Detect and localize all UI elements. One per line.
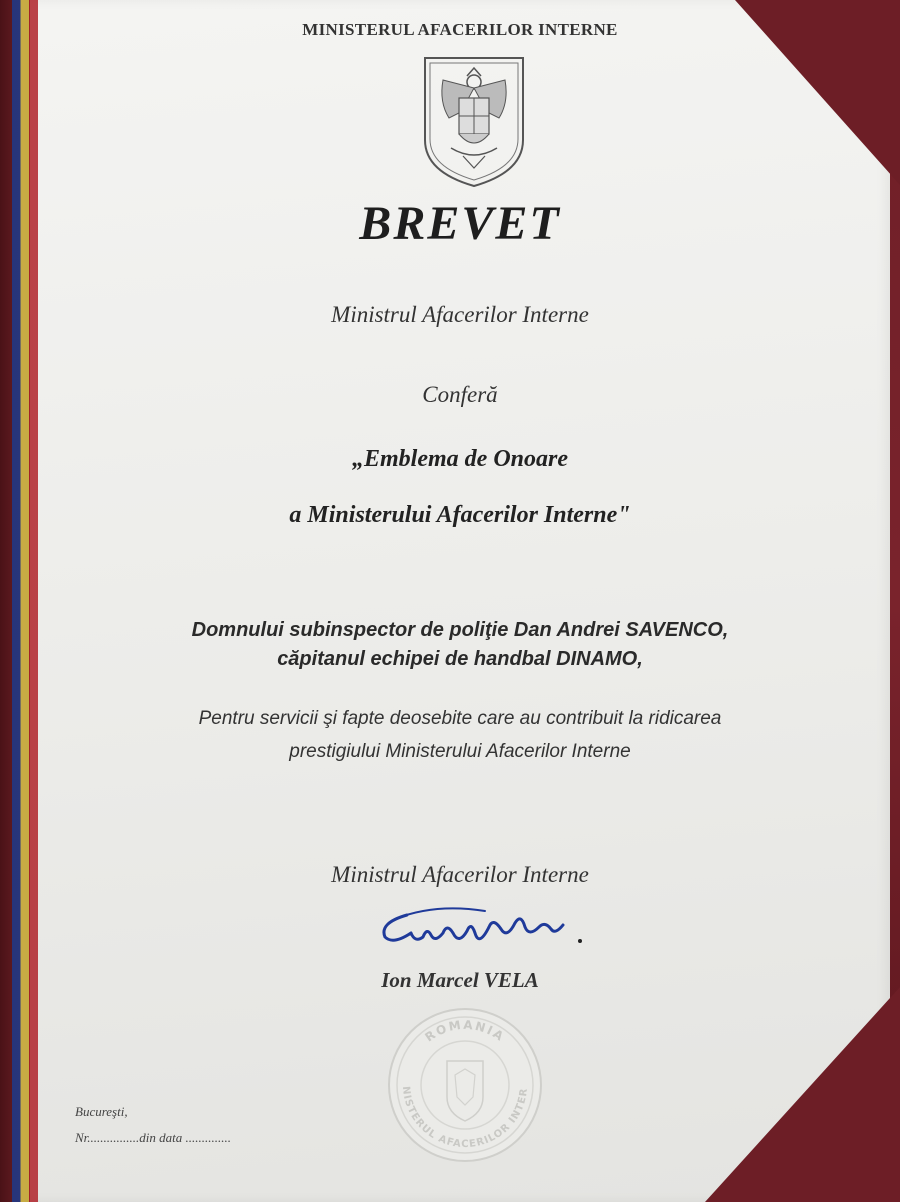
signatory-title: Ministrul Afacerilor Interne	[331, 862, 589, 887]
recipient-line1: Domnului subinspector de poliţie Dan Andrei SAVENCO,	[191, 619, 729, 641]
ministry-header: MINISTERUL AFACERILOR INTERNE	[302, 20, 618, 39]
reason-line1: Pentru servicii şi fapte deosebite care au contribuit la ridicarea	[198, 708, 722, 729]
signature-icon	[375, 893, 590, 951]
embossed-seal	[385, 1005, 545, 1165]
seal-emboss-icon	[385, 1005, 545, 1165]
certificate-title: BREVET	[359, 197, 561, 250]
issuer-line: Ministrul Afacerilor Interne	[331, 302, 589, 327]
footer-number-date: Nr................din data ..............	[75, 1130, 232, 1145]
award-name-line1: „Emblema de Onoare	[352, 446, 568, 472]
footer-city: Bucureşti,	[75, 1104, 128, 1119]
confers-verb: Conferă	[422, 382, 498, 407]
seal-text-top: ROMANIA	[422, 1017, 508, 1045]
folder-corner-bottom-right	[705, 987, 900, 1202]
reason-line2: prestigiului Ministerului Afacerilor Interne	[289, 741, 631, 762]
recipient-line2: căpitanul echipei de handbal DINAMO,	[277, 648, 643, 670]
signatory-name: Ion Marcel VELA	[381, 968, 539, 992]
seal-text-bottom: NISTERUL AFACERILOR INTER	[399, 1085, 531, 1151]
award-name-line2: a Ministerului Afacerilor Interne"	[289, 502, 631, 528]
tricolor-ribbon	[12, 0, 38, 1202]
romanian-coat-of-arms-icon	[421, 52, 527, 190]
